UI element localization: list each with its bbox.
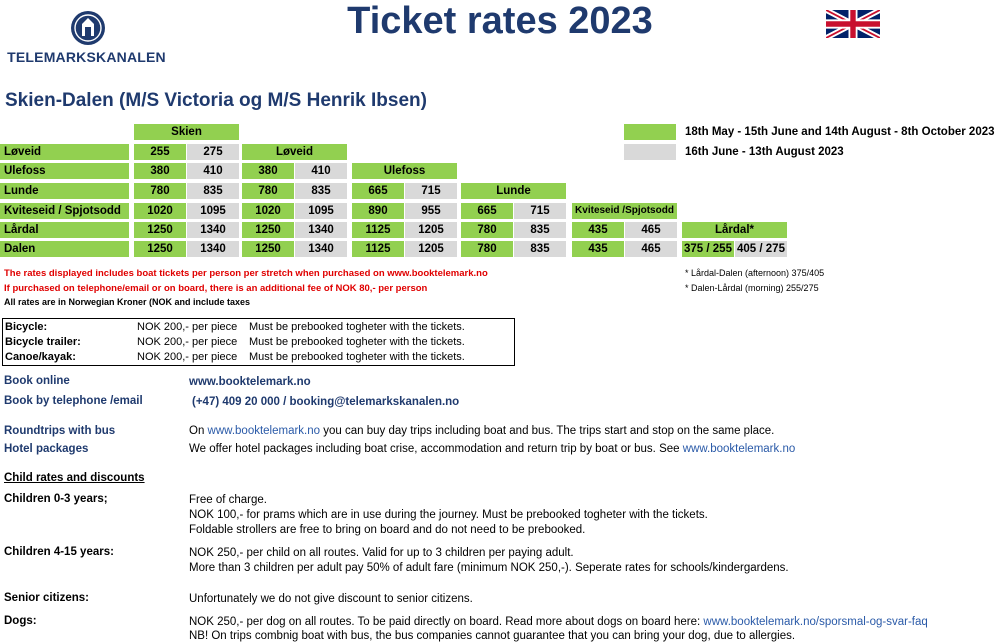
book-phone-label: Book by telephone /email xyxy=(4,395,143,407)
price-high: 780 xyxy=(242,183,294,199)
note-currency: All rates are in Norwegian Kroner (NOK and include taxes xyxy=(4,297,251,307)
column-header-lunde: Lunde xyxy=(461,183,566,199)
price-low: 410 xyxy=(295,163,347,179)
price-low: 1095 xyxy=(295,203,347,219)
price-high: 1250 xyxy=(134,241,186,257)
children-4-15-line2: More than 3 children per adult pay 50% of adult fare (minimum NOK 250,-). Seperate rates for schools/kindergardens. xyxy=(189,562,789,574)
dogs-faq-link[interactable]: www.booktelemark.no/sporsmal-og-svar-faq xyxy=(703,616,928,628)
price-high: 780 xyxy=(461,222,513,238)
row-label-kviteseid: Kviteseid / Spjotsodd xyxy=(0,203,129,219)
route-title: Skien-Dalen (M/S Victoria og M/S Henrik Ibsen) xyxy=(5,90,427,111)
column-header-kviteseid: Kviteseid /Spjotsodd xyxy=(572,203,677,219)
price-low: 1340 xyxy=(187,222,239,238)
telemarkskanalen-logo xyxy=(4,6,169,65)
children-0-3-label: Children 0-3 years; xyxy=(4,493,108,505)
equipment-label: Bicycle: xyxy=(5,321,48,333)
legend-swatch-green xyxy=(624,124,676,140)
equipment-note: Must be prebooked togheter with the tickets. xyxy=(249,351,465,363)
price-high: 1020 xyxy=(242,203,294,219)
legend-swatch-grey xyxy=(624,144,676,160)
price-low: 275 xyxy=(187,144,239,160)
roundtrips-link[interactable]: www.booktelemark.no xyxy=(207,425,321,437)
price-low: 955 xyxy=(405,203,457,219)
row-label-lardal: Lårdal xyxy=(0,222,129,238)
row-label-ulefoss: Ulefoss xyxy=(0,163,129,179)
dogs-line2: NB! On trips combnig boat with bus, the bus companies cannot guarantee that you can bring your dog, due to allergies. xyxy=(189,630,796,642)
price-high: 1250 xyxy=(242,222,294,238)
children-0-3-line2: NOK 100,- for prams which are in use during the journey. Must be prebooked togheter with the tickets. xyxy=(189,509,708,521)
price-low: 1340 xyxy=(295,222,347,238)
dogs-line1: NOK 250,- per dog on all routes. To be paid directly on board. Read more about dogs on board here: www.booktelemark.no/sporsmal-og-svar-faq xyxy=(189,616,928,628)
uk-flag-icon xyxy=(826,10,880,38)
equipment-price: NOK 200,- per piece xyxy=(137,321,238,333)
logo-text: TELEMARKSKANALEN xyxy=(7,49,166,65)
column-header-skien: Skien xyxy=(134,124,239,140)
price-low: 835 xyxy=(514,241,566,257)
equipment-label: Bicycle trailer: xyxy=(5,336,81,348)
price-low: 835 xyxy=(187,183,239,199)
column-header-lardal: Lårdal* xyxy=(682,222,787,238)
children-4-15-label: Children 4-15 years: xyxy=(4,546,114,558)
price-low: 1205 xyxy=(405,241,457,257)
price-low: 835 xyxy=(295,183,347,199)
price-high: 380 xyxy=(242,163,294,179)
hotel-label: Hotel packages xyxy=(4,443,89,455)
column-header-loveid: Løveid xyxy=(242,144,347,160)
legend-text-green: 18th May - 15th June and 14th August - 8th October 2023 xyxy=(685,126,995,138)
price-high: 375 / 255 xyxy=(682,241,734,257)
hotel-link[interactable]: www.booktelemark.no xyxy=(682,443,796,455)
price-high: 890 xyxy=(352,203,404,219)
footnote-lardal-dalen: * Lårdal-Dalen (afternoon) 375/405 xyxy=(685,268,825,278)
price-high: 435 xyxy=(572,222,624,238)
price-high: 380 xyxy=(134,163,186,179)
price-high: 1020 xyxy=(134,203,186,219)
price-low: 465 xyxy=(625,222,677,238)
equipment-label: Canoe/kayak: xyxy=(5,351,76,363)
hotel-text: We offer hotel packages including boat crise, accommodation and return trip by boat or bus. See www.booktelemark.no xyxy=(189,443,796,455)
roundtrips-text: On www.booktelemark.no you can buy day trips including boat and bus. The trips start and stop on the same place. xyxy=(189,425,775,437)
book-phone-contact[interactable]: (+47) 409 20 000 / booking@telemarkskanalen.no xyxy=(192,396,460,408)
price-low: 1340 xyxy=(295,241,347,257)
price-high: 435 xyxy=(572,241,624,257)
footnote-dalen-lardal: * Dalen-Lårdal (morning) 255/275 xyxy=(685,283,819,293)
price-low: 1095 xyxy=(187,203,239,219)
row-label-lunde: Lunde xyxy=(0,183,129,199)
price-high: 780 xyxy=(461,241,513,257)
row-label-dalen: Dalen xyxy=(0,241,129,257)
senior-text: Unfortunately we do not give discount to senior citizens. xyxy=(189,593,473,605)
price-low: 1205 xyxy=(405,222,457,238)
page-title: Ticket rates 2023 xyxy=(347,0,653,42)
senior-label: Senior citizens: xyxy=(4,592,89,604)
price-high: 665 xyxy=(352,183,404,199)
price-low: 405 / 275 xyxy=(735,241,787,257)
column-header-ulefoss: Ulefoss xyxy=(352,163,457,179)
price-high: 665 xyxy=(461,203,513,219)
price-low: 715 xyxy=(514,203,566,219)
equipment-box xyxy=(2,318,515,366)
equipment-price: NOK 200,- per piece xyxy=(137,336,238,348)
equipment-note: Must be prebooked togheter with the tickets. xyxy=(249,336,465,348)
price-high: 1125 xyxy=(352,222,404,238)
equipment-note: Must be prebooked togheter with the tickets. xyxy=(249,321,465,333)
price-high: 1250 xyxy=(242,241,294,257)
row-label-loveid: Løveid xyxy=(0,144,129,160)
children-0-3-line3: Foldable strollers are free to bring on board and do not need to be prebooked. xyxy=(189,524,586,536)
price-low: 410 xyxy=(187,163,239,179)
price-low: 715 xyxy=(405,183,457,199)
book-online-link[interactable]: www.booktelemark.no xyxy=(189,376,311,388)
note-fee: If purchased on telephone/email or on board, there is an additional fee of NOK 80,- per person xyxy=(4,283,428,294)
price-high: 1125 xyxy=(352,241,404,257)
price-high: 1250 xyxy=(134,222,186,238)
price-low: 465 xyxy=(625,241,677,257)
price-low: 835 xyxy=(514,222,566,238)
children-4-15-line1: NOK 250,- per child on all routes. Valid for up to 3 children per paying adult. xyxy=(189,547,574,559)
roundtrips-label: Roundtrips with bus xyxy=(4,425,116,437)
legend-text-grey: 16th June - 13th August 2023 xyxy=(685,146,844,158)
book-online-label: Book online xyxy=(4,375,70,387)
price-high: 255 xyxy=(134,144,186,160)
dogs-label: Dogs: xyxy=(4,615,37,627)
children-0-3-line1: Free of charge. xyxy=(189,494,267,506)
price-low: 1340 xyxy=(187,241,239,257)
note-online-rates: The rates displayed includes boat tickets per person per stretch when purchased on www.booktelemark.no xyxy=(4,268,488,279)
canal-emblem-icon xyxy=(70,8,106,48)
equipment-price: NOK 200,- per piece xyxy=(137,351,238,363)
price-high: 780 xyxy=(134,183,186,199)
child-rates-heading: Child rates and discounts xyxy=(4,472,145,484)
